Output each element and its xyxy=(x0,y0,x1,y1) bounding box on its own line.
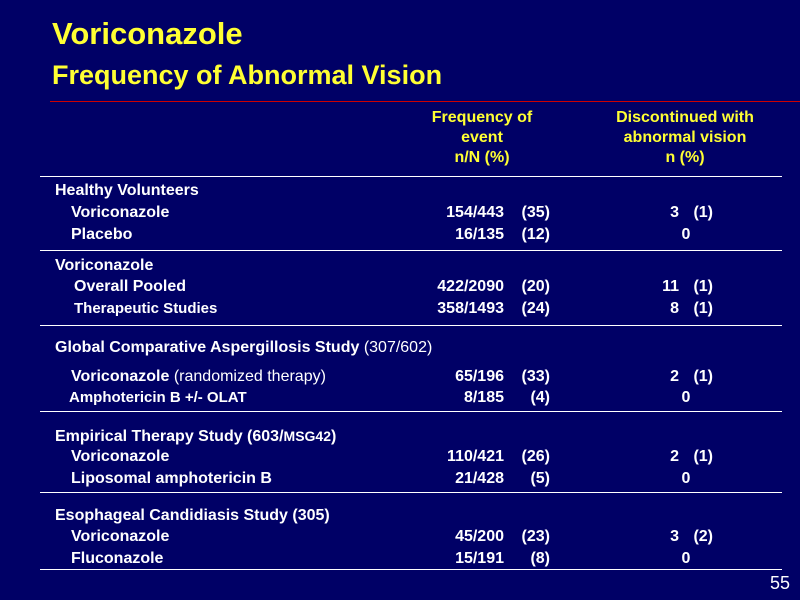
section-heading-study-code: MSG42 xyxy=(283,428,331,444)
slide-number: 55 xyxy=(769,573,790,593)
section-heading-main: Empirical Therapy Study (603/ xyxy=(55,428,284,445)
frequency-fraction: 422/2090 xyxy=(437,278,504,295)
section-heading-study-number: (307/602) xyxy=(363,339,433,356)
row-label: Voriconazole xyxy=(71,204,170,221)
table-divider xyxy=(40,250,782,251)
row-label: Liposomal amphotericin B xyxy=(71,470,272,487)
discontinued-count: 0 xyxy=(681,550,691,567)
frequency-fraction: 45/200 xyxy=(455,528,504,545)
discontinued-count: 8 xyxy=(670,300,679,317)
row-label-detail: (randomized therapy) xyxy=(173,368,326,385)
row-label: Voriconazole xyxy=(71,528,170,545)
section-heading-row xyxy=(0,505,800,526)
table-row xyxy=(0,526,800,547)
table-row xyxy=(0,548,800,569)
table-divider xyxy=(40,411,782,412)
frequency-percent: (35) xyxy=(521,204,550,221)
table-row xyxy=(0,468,800,489)
slide-subtitle: Frequency of Abnormal Vision xyxy=(52,60,443,90)
frequency-percent: (33) xyxy=(521,368,550,385)
table-divider xyxy=(40,176,782,177)
section-heading-main: Global Comparative Aspergillosis Study xyxy=(55,339,364,356)
column-header-discontinued xyxy=(590,108,780,168)
frequency-percent: (26) xyxy=(521,448,550,465)
table-row xyxy=(0,298,800,319)
table-row xyxy=(0,276,800,297)
row-label: Voriconazole xyxy=(71,448,170,465)
column-header-discontinued-line: n (%) xyxy=(665,149,705,166)
section-heading-row xyxy=(0,337,800,358)
row-label: Placebo xyxy=(71,226,133,243)
discontinued-count: 2 xyxy=(670,368,679,385)
frequency-percent: (4) xyxy=(530,389,550,406)
section-heading: Esophageal Candidiasis Study (305) xyxy=(55,507,330,524)
frequency-fraction: 358/1493 xyxy=(437,300,504,317)
frequency-fraction: 65/196 xyxy=(455,368,504,385)
row-label xyxy=(71,366,326,387)
table-row xyxy=(0,224,800,245)
section-heading xyxy=(55,337,432,358)
row-label: Overall Pooled xyxy=(74,278,187,295)
column-header-discontinued-line: abnormal vision xyxy=(623,129,747,146)
discontinued-percent: (1) xyxy=(693,278,713,295)
row-label-main: Voriconazole xyxy=(71,368,174,385)
column-header-frequency-line: n/N (%) xyxy=(454,149,510,166)
table-row xyxy=(0,446,800,467)
table-row xyxy=(0,387,800,408)
frequency-fraction: 8/185 xyxy=(463,389,504,406)
frequency-percent: (20) xyxy=(521,278,550,295)
table-divider xyxy=(40,569,782,570)
frequency-fraction: 21/428 xyxy=(455,470,504,487)
table-row xyxy=(0,202,800,223)
column-header-frequency-line: event xyxy=(461,129,503,146)
row-label: Fluconazole xyxy=(71,550,164,567)
table-row xyxy=(0,366,800,387)
frequency-fraction: 16/135 xyxy=(455,226,504,243)
discontinued-count: 3 xyxy=(670,204,679,221)
section-heading xyxy=(55,426,336,447)
frequency-percent: (24) xyxy=(521,300,550,317)
discontinued-percent: (1) xyxy=(693,448,713,465)
row-label: Amphotericin B +/- OLAT xyxy=(69,389,247,406)
discontinued-percent: (1) xyxy=(693,368,713,385)
discontinued-count: 11 xyxy=(662,278,679,295)
section-heading-row xyxy=(0,255,800,276)
title-divider xyxy=(50,101,800,102)
discontinued-percent: (1) xyxy=(693,300,713,317)
discontinued-percent: (2) xyxy=(693,528,713,545)
frequency-percent: (8) xyxy=(530,550,550,567)
column-header-frequency xyxy=(412,108,552,168)
table-divider xyxy=(40,492,782,493)
section-heading-row xyxy=(0,426,800,447)
discontinued-percent: (1) xyxy=(693,204,713,221)
slide-title: Voriconazole xyxy=(52,16,243,51)
section-heading: Voriconazole xyxy=(55,257,154,274)
discontinued-count: 3 xyxy=(670,528,679,545)
column-header-frequency-line: Frequency of xyxy=(431,109,533,126)
table-divider xyxy=(40,325,782,326)
frequency-fraction: 154/443 xyxy=(446,204,504,221)
discontinued-count: 2 xyxy=(670,448,679,465)
frequency-fraction: 15/191 xyxy=(455,550,504,567)
row-label: Therapeutic Studies xyxy=(74,300,218,317)
frequency-fraction: 110/421 xyxy=(447,448,504,465)
discontinued-count: 0 xyxy=(681,470,691,487)
section-heading: Healthy Volunteers xyxy=(55,182,199,199)
frequency-percent: (23) xyxy=(521,528,550,545)
column-header-discontinued-line: Discontinued with xyxy=(616,109,754,126)
discontinued-count: 0 xyxy=(681,226,691,243)
discontinued-count: 0 xyxy=(681,389,691,406)
frequency-percent: (12) xyxy=(521,226,550,243)
section-heading-end: ) xyxy=(331,428,337,445)
section-heading-row xyxy=(0,180,800,201)
frequency-percent: (5) xyxy=(530,470,550,487)
